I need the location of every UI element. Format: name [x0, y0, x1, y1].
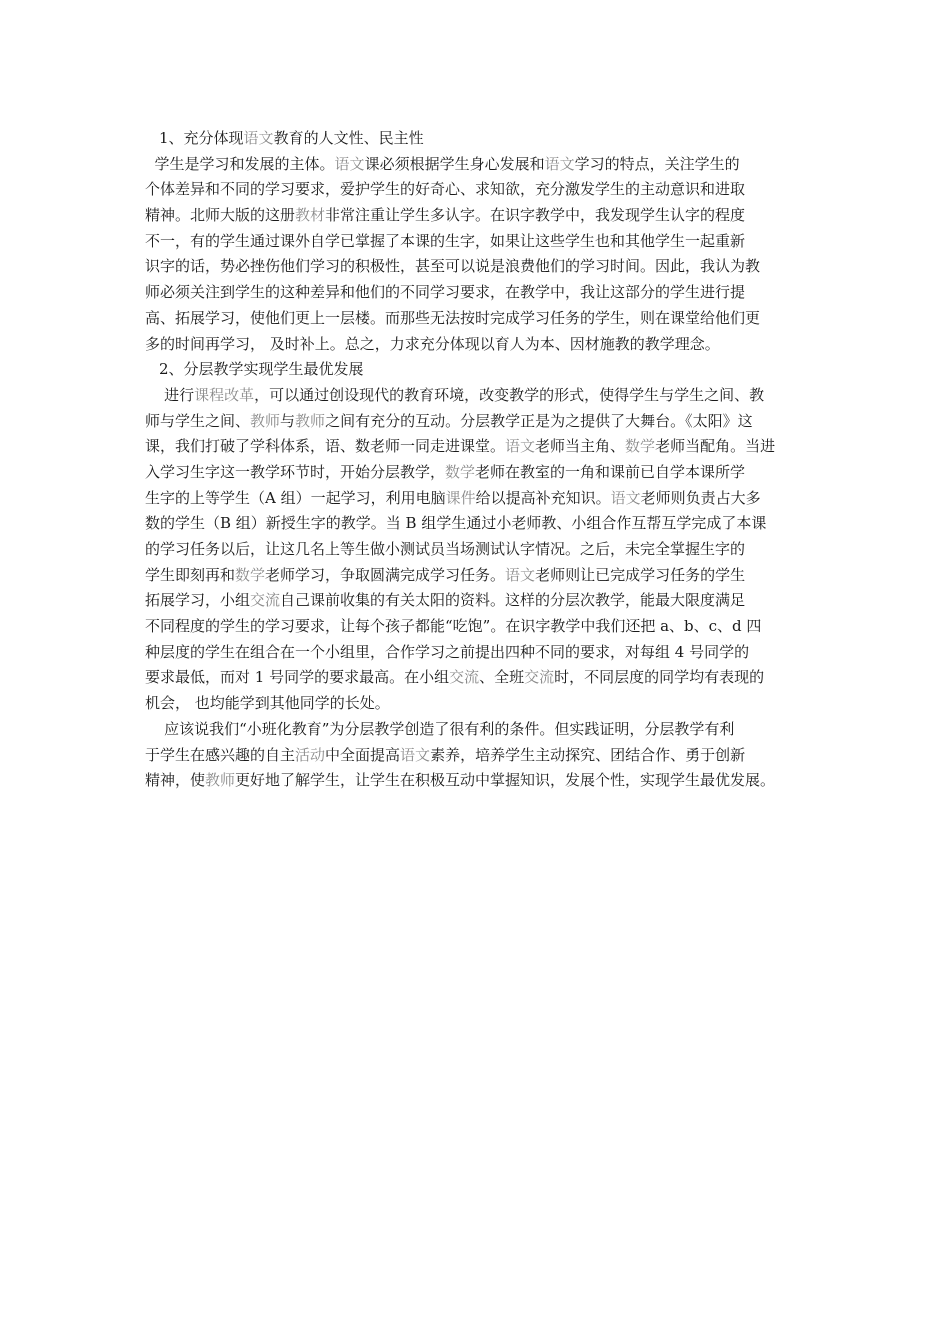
- highlighted-term: 交流: [449, 668, 480, 687]
- document-body: [145, 126, 815, 794]
- paragraph-3: [145, 717, 815, 794]
- paragraph-line: 不同程度的学生的学习要求，让每个孩子都能“吃饱”。在识字教学中我们还把 a、b、c、d 四: [145, 617, 762, 636]
- highlighted-term: 交流: [524, 668, 555, 687]
- paragraph-line: 多的时间再学习， 及时补上。总之，力求充分体现以育人为本、因材施教的教学理念。: [145, 334, 720, 353]
- paragraph-line: 个体差异和不同的学习要求，爱护学生的好奇心、求知欲，充分激发学生的主动意识和进取: [145, 180, 746, 199]
- paragraph-2: [145, 383, 815, 717]
- highlighted-term: 语文: [243, 129, 274, 147]
- section-heading-2: 2、分层教学实现学生最优发展: [159, 360, 364, 379]
- highlighted-term: 课件: [445, 488, 476, 507]
- highlighted-term: 教材: [295, 206, 326, 225]
- paragraph-line: 学生是学习和发展的主体。语文课必须根据学生身心发展和语文学习的特点，关注学生的: [145, 154, 740, 173]
- paragraph-line: 数的学生（B 组）新授生字的教学。当 B 组学生通过小老师教、小组合作互帮互学完成了本课: [145, 514, 767, 533]
- paragraph-line: 入学习生字这一教学环节时，开始分层教学，数学老师在教室的一角和课前已自学本课所学: [145, 462, 746, 481]
- highlighted-term: 语文: [610, 488, 641, 507]
- paragraph-line: 师必须关注到学生的这种差异和他们的不同学习要求，在教学中，我让这部分的学生进行提: [145, 283, 746, 302]
- paragraph-line: 课，我们打破了学科体系，语、数老师一同走进课堂。语文老师当主角、数学老师当配角。当进: [145, 437, 776, 456]
- paragraph-line: 生字的上等学生（A 组）一起学习，利用电脑课件给以提高补充知识。语文老师则负责占大多: [145, 488, 761, 507]
- highlighted-term: 教师: [205, 771, 236, 790]
- highlighted-term: 课程改革: [194, 385, 255, 404]
- paragraph-line: 进行课程改革，可以通过创设现代的教育环境，改变教学的形式，使得学生与学生之间、教: [145, 385, 765, 404]
- paragraph-line: 拓展学习，小组交流自己课前收集的有关太阳的资料。这样的分层次教学，能最大限度满足: [145, 591, 746, 610]
- paragraph-line: 种层度的学生在组合在一个小组里，合作学习之前提出四种不同的要求，对每组 4 号同学的: [145, 642, 750, 661]
- paragraph-line: 精神。北师大版的这册教材非常注重让学生多认字。在识字教学中，我发现学生认字的程度: [145, 206, 746, 225]
- highlighted-term: 交流: [250, 591, 281, 610]
- paragraph-line: 高、拓展学习，使他们更上一层楼。而那些无法按时完成学习任务的学生，则在课堂给他们更: [145, 308, 761, 327]
- paragraph-line: 识字的话，势必挫伤他们学习的积极性，甚至可以说是浪费他们的学习时间。因此，我认为教: [145, 257, 761, 276]
- paragraph-line: 的学习任务以后，让这几名上等生做小测试员当场测试认字情况。之后，未完全掌握生字的: [145, 540, 746, 558]
- highlighted-term: 活动: [295, 745, 326, 764]
- section-heading-1: 1、充分体现语文教育的人文性、民主性: [159, 129, 424, 147]
- paragraph-line: 师与学生之间、教师与教师之间有充分的互动。分层教学正是为之提供了大舞台。《太阳》这: [145, 411, 753, 430]
- highlighted-term: 语文: [505, 437, 536, 456]
- paragraph-line: 于学生在感兴趣的自主活动中全面提高语文素养，培养学生主动探究、团结合作、勇于创新: [145, 745, 746, 764]
- highlighted-term: 教师: [250, 411, 281, 430]
- paragraph-1: [145, 152, 815, 358]
- paragraph-line: 应该说我们“小班化教育”为分层教学创造了很有利的条件。但实践证明，分层教学有利: [145, 719, 735, 738]
- paragraph-line: 不一，有的学生通过课外自学已掌握了本课的生字，如果让这些学生也和其他学生一起重新: [145, 231, 746, 250]
- highlighted-term: 数学: [445, 462, 476, 481]
- highlighted-term: 语文: [505, 565, 536, 584]
- paragraph-line: 机会， 也均能学到其他同学的长处。: [145, 694, 390, 713]
- paragraph-line: 学生即刻再和数学老师学习，争取圆满完成学习任务。语文老师则让已完成学习任务的学生: [145, 565, 746, 584]
- highlighted-term: 数学: [235, 565, 266, 584]
- highlighted-term: 教师: [295, 411, 326, 430]
- paragraph-line: 精神，使教师更好地了解学生，让学生在积极互动中掌握知识，发展个性，实现学生最优发展。: [145, 771, 776, 790]
- highlighted-term: 语文: [400, 745, 431, 764]
- highlighted-term: 语文: [334, 154, 365, 173]
- paragraph-line: 要求最低，而对 1 号同学的要求最高。在小组交流、全班交流时，不同层度的同学均有表现的: [145, 668, 765, 687]
- highlighted-term: 数学: [625, 437, 656, 456]
- highlighted-term: 语文: [544, 154, 575, 173]
